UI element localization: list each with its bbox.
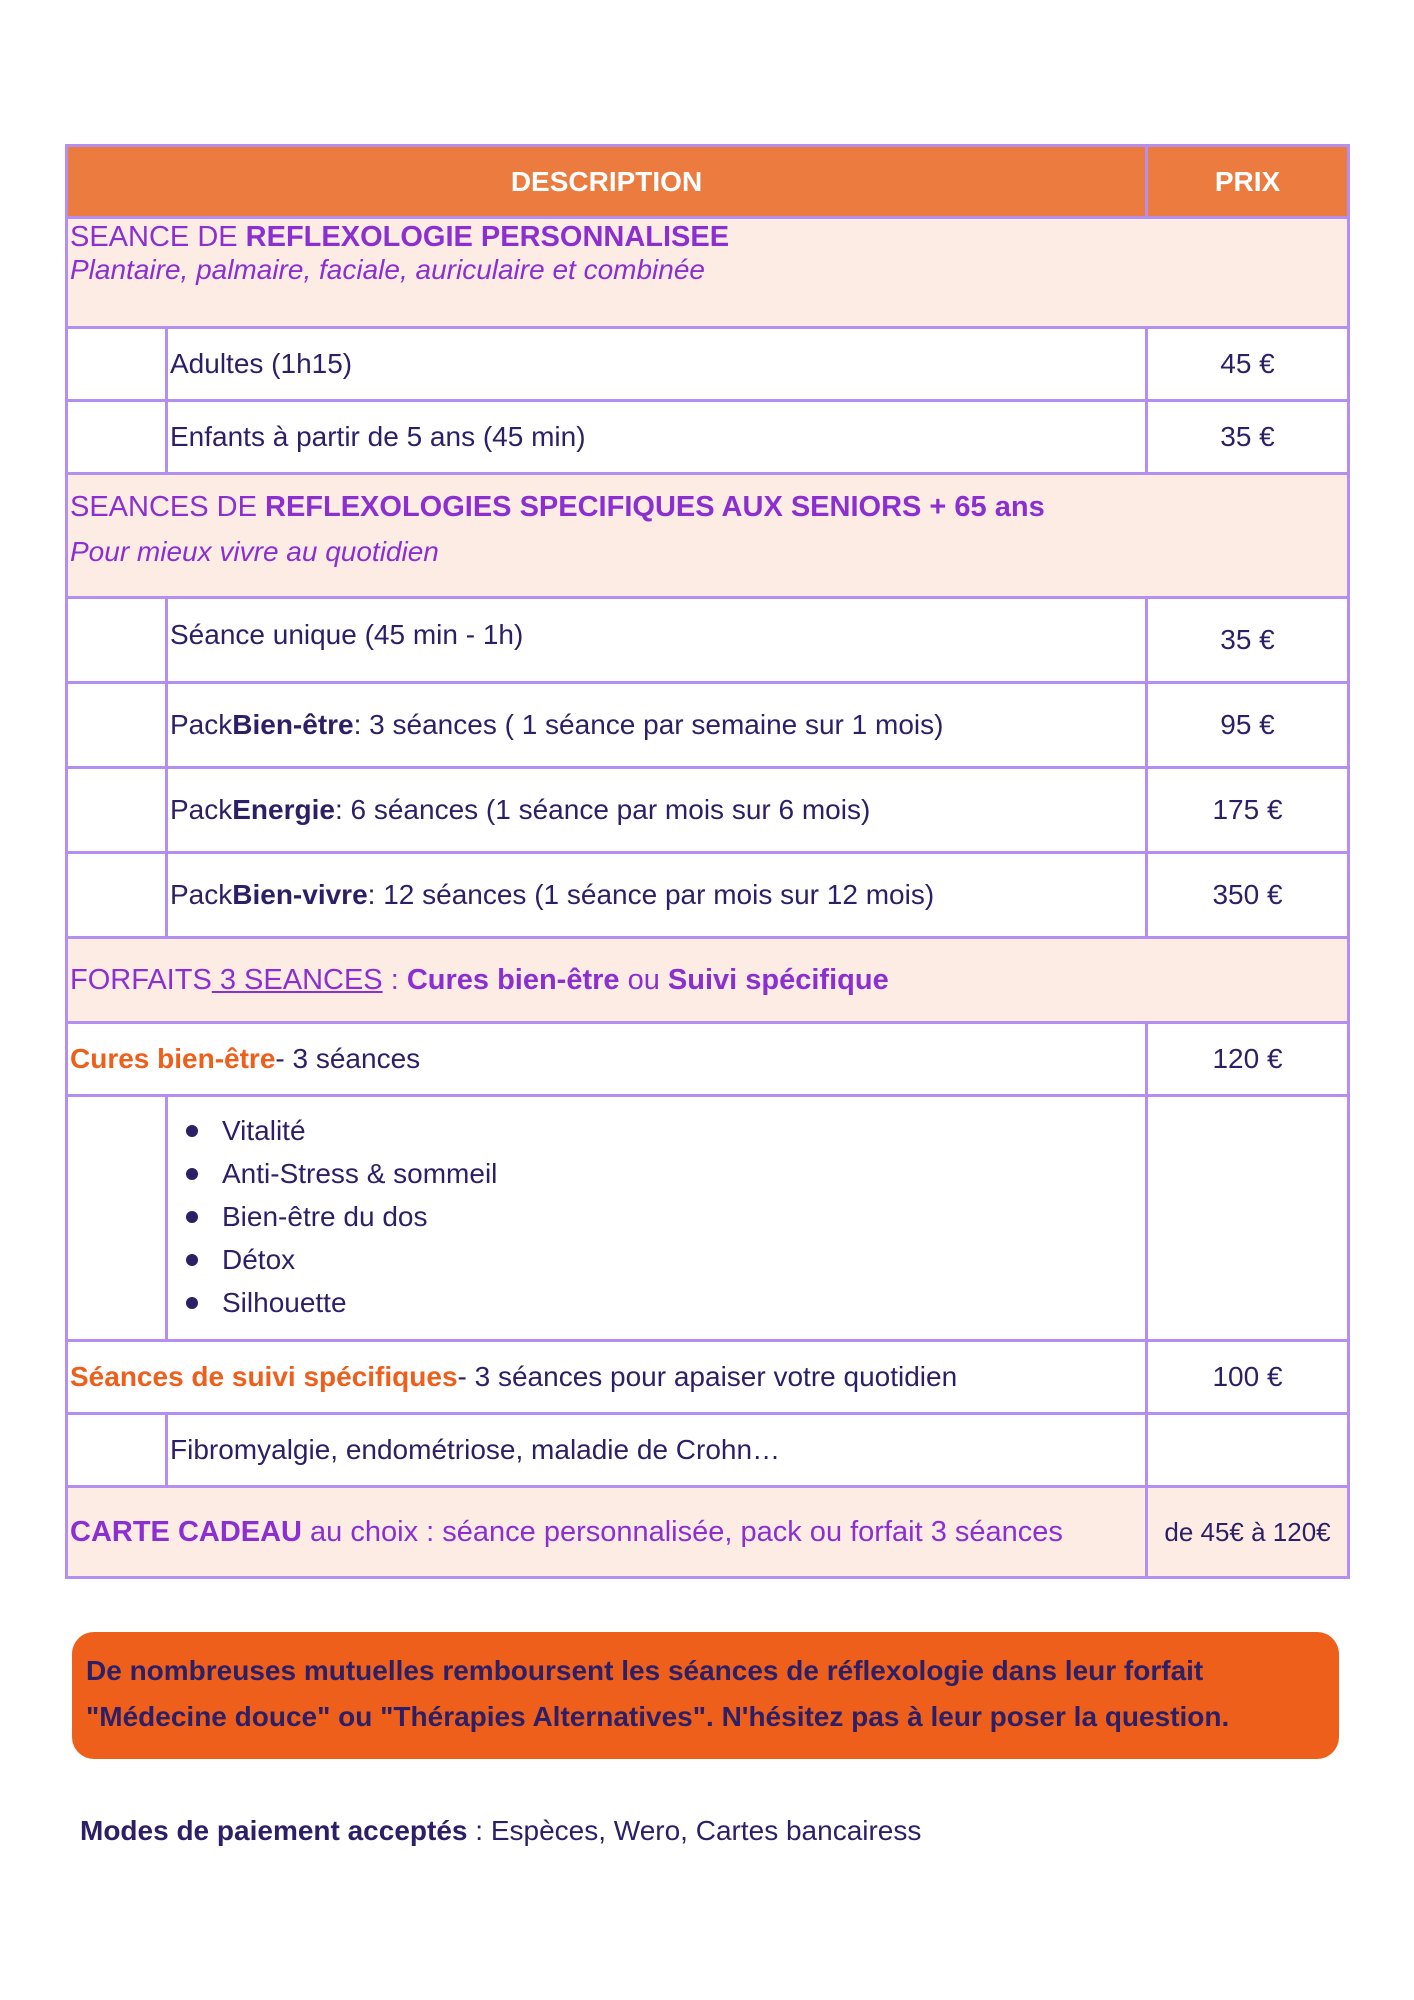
table-row <box>68 1415 1347 1488</box>
cures-label: Cures bien-être - 3 séances <box>70 1043 421 1074</box>
gift-price: de 45€ à 120€ <box>1145 1488 1347 1576</box>
gift-label: CARTE CADEAU au choix : séance personnalisée, pack ou forfait 3 séances <box>70 1515 1063 1548</box>
section-seniors <box>68 475 1347 599</box>
list-item: Vitalité <box>222 1109 497 1152</box>
header-price: PRIX <box>1145 147 1347 216</box>
pack-label: Pack Bien-être : 3 séances ( 1 séance par semaine sur 1 mois) <box>170 709 944 740</box>
table-row <box>68 329 1347 402</box>
gift-card-row <box>68 1488 1347 1576</box>
section-forfaits <box>68 939 1347 1024</box>
insurance-note: De nombreuses mutuelles remboursent les séances de réflexologie dans leur forfait "Médecine douce" ou "Thérapies Alternatives". N'hésitez pas à leur poser la question. <box>72 1632 1339 1759</box>
table-row <box>68 1024 1347 1097</box>
table-row <box>68 1342 1347 1415</box>
table-row <box>68 769 1347 854</box>
list-item: Anti-Stress & sommeil <box>222 1152 497 1195</box>
pack-label: Pack Energie : 6 séances (1 séance par mois sur 6 mois) <box>170 794 871 825</box>
table-row <box>68 402 1347 475</box>
item-price: 35 € <box>1145 402 1347 472</box>
item-price: 350 € <box>1145 854 1347 936</box>
item-price: 175 € <box>1145 769 1347 851</box>
table-row <box>68 1097 1347 1342</box>
item-price: 35 € <box>1145 599 1347 681</box>
item-label: Adultes (1h15) <box>170 348 353 379</box>
table-row <box>68 854 1347 939</box>
item-price: 120 € <box>1145 1024 1347 1094</box>
item-label: Séance unique (45 min - 1h) <box>170 619 524 650</box>
section-title: SEANCES DE REFLEXOLOGIES SPECIFIQUES AUX SENIORS + 65 ans <box>70 491 1045 523</box>
table-row <box>68 684 1347 769</box>
item-price: 95 € <box>1145 684 1347 766</box>
section-subtitle: Pour mieux vivre au quotidien <box>70 536 439 567</box>
price-table <box>65 144 1350 1579</box>
item-price: 100 € <box>1145 1342 1347 1412</box>
item-price: 45 € <box>1145 329 1347 399</box>
list-item: Bien-être du dos <box>222 1195 497 1238</box>
table-header <box>68 147 1347 219</box>
pack-label: Pack Bien-vivre : 12 séances (1 séance par mois sur 12 mois) <box>170 879 935 910</box>
section-subtitle: Plantaire, palmaire, faciale, auriculaire et combinée <box>70 254 705 285</box>
section-title: SEANCE DE REFLEXOLOGIE PERSONNALISEE <box>70 221 730 253</box>
list-item: Détox <box>222 1238 497 1281</box>
section-personalized <box>68 219 1347 329</box>
item-label: Fibromyalgie, endométriose, maladie de Crohn… <box>170 1434 781 1465</box>
list-item: Silhouette <box>222 1281 497 1324</box>
cures-list <box>168 1097 497 1339</box>
table-row <box>68 599 1347 684</box>
suivi-label: Séances de suivi spécifiques - 3 séances pour apaiser votre quotidien <box>70 1361 958 1392</box>
header-description: DESCRIPTION <box>510 165 703 197</box>
item-label: Enfants à partir de 5 ans (45 min) <box>170 421 586 452</box>
section-title: FORFAITS 3 SEANCES : Cures bien-être ou Suivi spécifique <box>70 963 889 996</box>
payment-methods: Modes de paiement acceptés : Espèces, Wero, Cartes bancairess <box>80 1815 922 1846</box>
